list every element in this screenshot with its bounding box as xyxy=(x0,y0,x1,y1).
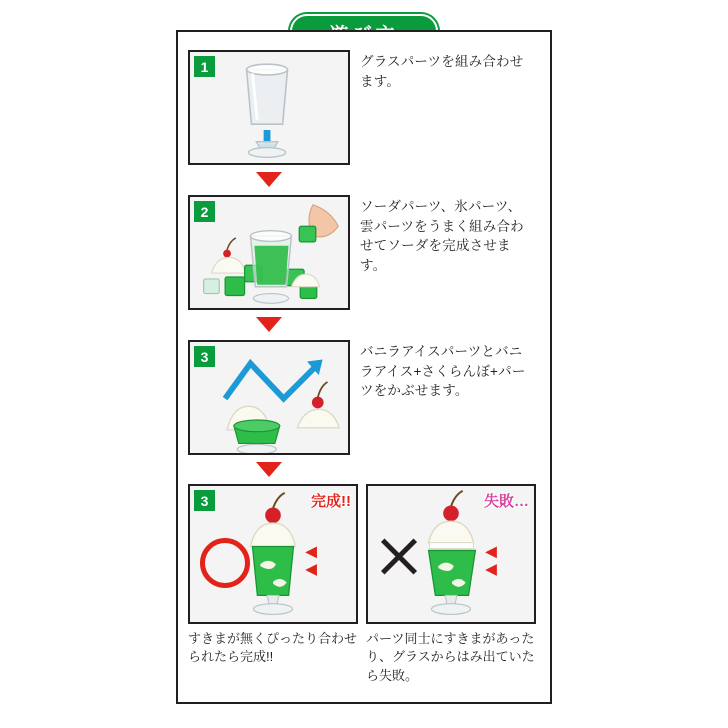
ice-cream-assembly-photo xyxy=(188,340,350,455)
result-comparison-row xyxy=(188,484,536,685)
step-3-badge: 3 xyxy=(194,346,215,367)
step-2-badge: 2 xyxy=(194,201,215,222)
instructions-frame xyxy=(176,30,552,704)
failure-caption: パーツ同士にすきまがあったり、グラスからはみ出ていたら失敗。 xyxy=(366,631,535,683)
result-panel-failure xyxy=(366,484,536,685)
success-stamp: 完成!! xyxy=(311,493,351,510)
result-success-badge: 3 xyxy=(194,490,215,511)
step-3-caption: バニラアイスパーツとバニラアイス+さくらんぼ+パーツをかぶせます。 xyxy=(360,344,526,399)
success-caption: すきまが無くぴったり合わせられたら完成!! xyxy=(188,631,358,665)
result-panel-success xyxy=(188,484,358,685)
cross-mark-icon xyxy=(376,534,422,580)
step-1 xyxy=(188,50,528,165)
step-1-badge: 1 xyxy=(194,56,215,77)
step-1-caption: グラスパーツを組み合わせます。 xyxy=(360,54,524,89)
arrow-step1-to-step2 xyxy=(256,172,282,187)
failure-result-photo xyxy=(366,484,536,624)
soda-assembly-photo xyxy=(188,195,350,310)
arrow-step2-to-step3 xyxy=(256,317,282,332)
success-result-photo xyxy=(188,484,358,624)
step-2 xyxy=(188,195,528,310)
step-3 xyxy=(188,340,528,455)
circle-mark-icon xyxy=(200,538,250,588)
arrow-step3-to-result xyxy=(256,462,282,477)
failure-stamp: 失敗… xyxy=(483,493,529,510)
glass-assembly-photo xyxy=(188,50,350,165)
step-2-caption: ソーダパーツ、氷パーツ、雲パーツをうまく組み合わせてソーダを完成させます。 xyxy=(360,199,524,273)
